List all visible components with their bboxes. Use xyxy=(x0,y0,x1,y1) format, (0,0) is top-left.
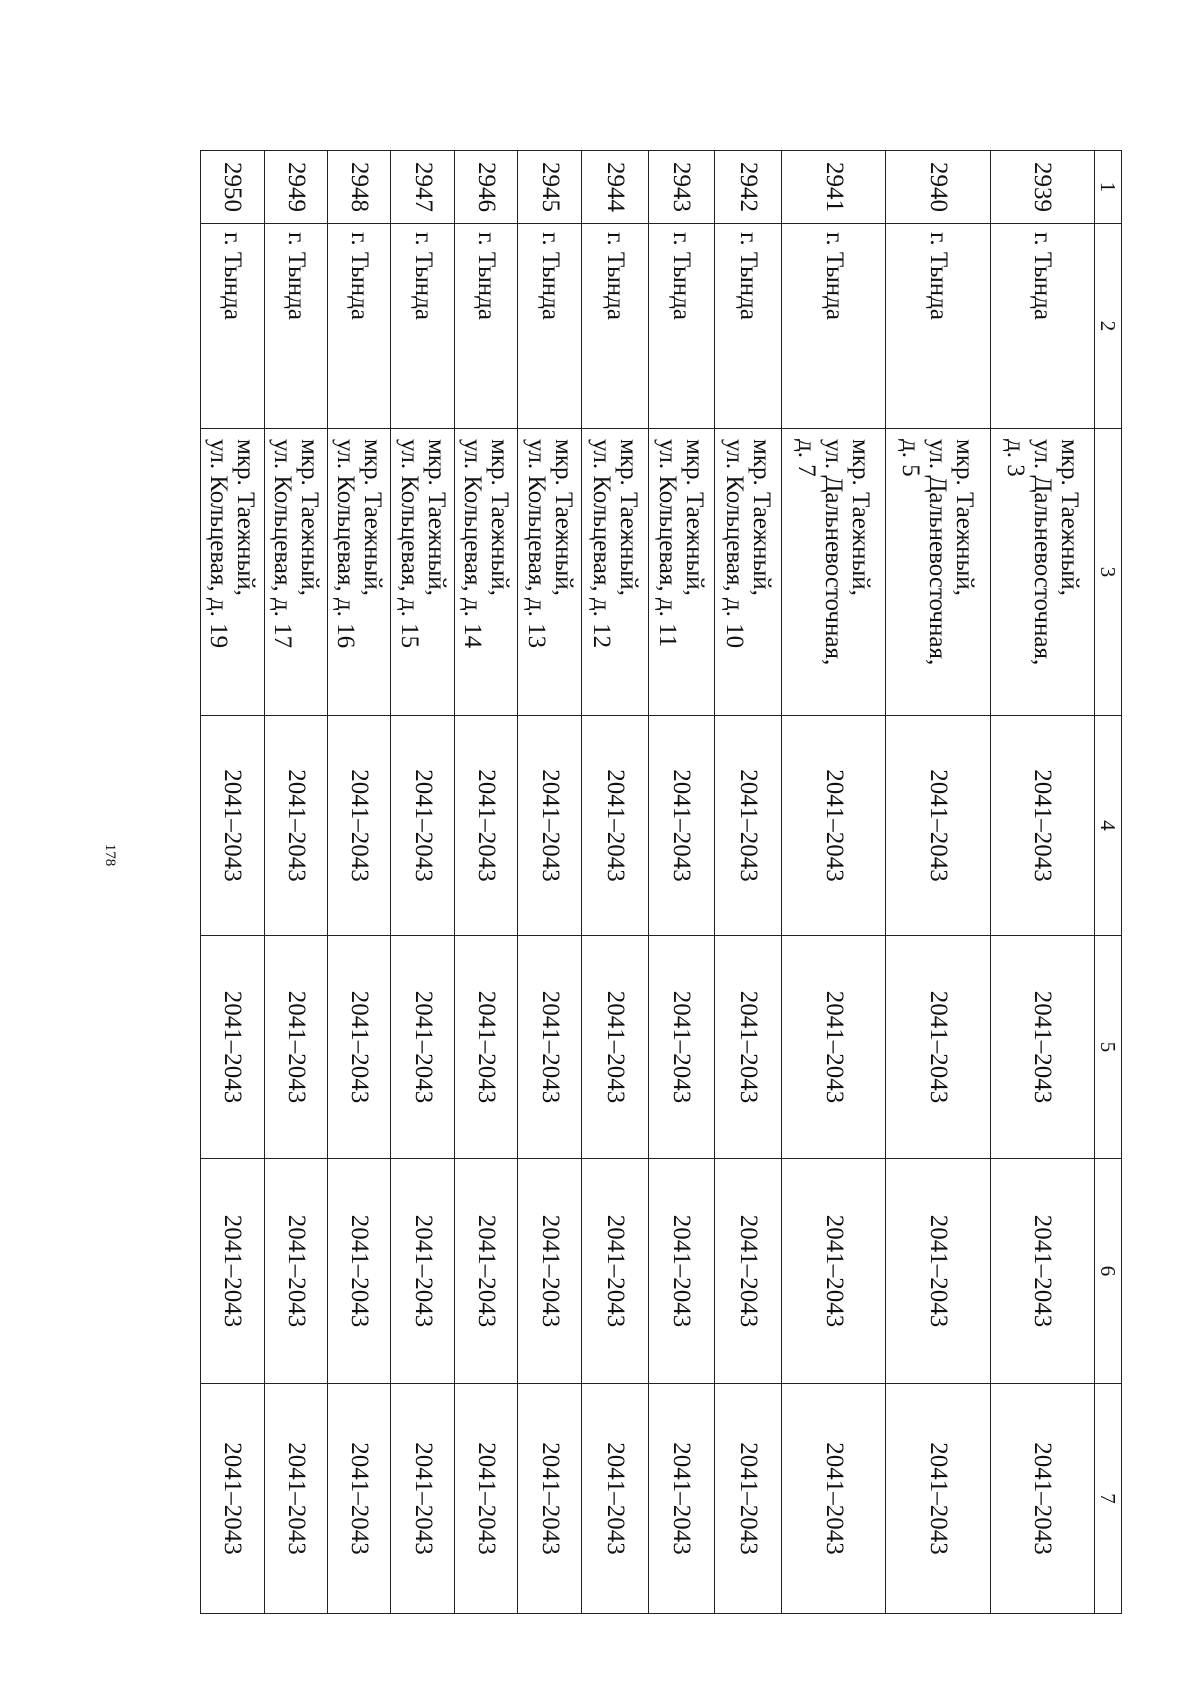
city-cell: г. Тында xyxy=(886,224,990,429)
city-cell: г. Тында xyxy=(781,224,885,429)
row-number-cell: 2943 xyxy=(648,151,715,224)
period-cell-col6: 2041–2043 xyxy=(781,1159,885,1384)
column-header: 3 xyxy=(1095,429,1122,716)
period-cell-col5: 2041–2043 xyxy=(715,936,782,1159)
address-cell xyxy=(648,429,715,716)
table-container xyxy=(200,150,1122,1613)
address-line: мкр. Таежный, xyxy=(748,439,776,596)
address-cell xyxy=(454,429,517,716)
row-number-cell: 2947 xyxy=(391,151,454,224)
table-row xyxy=(581,151,648,1614)
city-cell: г. Тында xyxy=(391,224,454,429)
address-cell xyxy=(781,429,885,716)
period-cell-col4: 2041–2043 xyxy=(581,716,648,936)
table-row xyxy=(201,151,265,1614)
address-line: ул. Кольцевая, д. 10 xyxy=(721,439,749,649)
address-line: мкр. Таежный, xyxy=(359,439,387,596)
period-cell-col6: 2041–2043 xyxy=(328,1159,391,1384)
period-cell-col7: 2041–2043 xyxy=(201,1384,265,1614)
table-row xyxy=(391,151,454,1614)
period-cell-col5: 2041–2043 xyxy=(328,936,391,1159)
row-number-cell: 2949 xyxy=(264,151,327,224)
table-row xyxy=(715,151,782,1614)
address-line: д. 5 xyxy=(897,439,925,477)
address-cell xyxy=(328,429,391,716)
table-row xyxy=(990,151,1094,1614)
address-line: мкр. Таежный, xyxy=(422,439,450,596)
address-line: мкр. Таежный, xyxy=(681,439,709,596)
address-line: ул. Кольцевая, д. 11 xyxy=(654,439,682,648)
table-row xyxy=(264,151,327,1614)
table-row xyxy=(454,151,517,1614)
city-cell: г. Тында xyxy=(715,224,782,429)
period-cell-col6: 2041–2043 xyxy=(715,1159,782,1384)
period-cell-col4: 2041–2043 xyxy=(648,716,715,936)
address-line: ул. Дальневосточная, xyxy=(924,439,952,666)
period-cell-col6: 2041–2043 xyxy=(201,1159,265,1384)
row-number-cell: 2942 xyxy=(715,151,782,224)
address-line: мкр. Таежный, xyxy=(847,439,875,596)
period-cell-col7: 2041–2043 xyxy=(715,1384,782,1614)
period-cell-col7: 2041–2043 xyxy=(781,1384,885,1614)
period-cell-col7: 2041–2043 xyxy=(328,1384,391,1614)
column-header: 1 xyxy=(1095,151,1122,224)
period-cell-col4: 2041–2043 xyxy=(781,716,885,936)
period-cell-col6: 2041–2043 xyxy=(391,1159,454,1384)
period-cell-col5: 2041–2043 xyxy=(201,936,265,1159)
table-body xyxy=(201,151,1095,1614)
period-cell-col7: 2041–2043 xyxy=(648,1384,715,1614)
address-line: мкр. Таежный, xyxy=(295,439,323,596)
address-line: ул. Дальневосточная, xyxy=(820,439,848,666)
column-header: 6 xyxy=(1095,1159,1122,1384)
address-cell xyxy=(990,429,1094,716)
city-cell: г. Тында xyxy=(264,224,327,429)
period-cell-col4: 2041–2043 xyxy=(454,716,517,936)
period-cell-col5: 2041–2043 xyxy=(454,936,517,1159)
period-cell-col4: 2041–2043 xyxy=(328,716,391,936)
address-line: мкр. Таежный, xyxy=(614,439,642,596)
row-number-cell: 2945 xyxy=(518,151,581,224)
period-cell-col7: 2041–2043 xyxy=(990,1384,1094,1614)
address-cell xyxy=(201,429,265,716)
period-cell-col6: 2041–2043 xyxy=(264,1159,327,1384)
table-row xyxy=(328,151,391,1614)
address-line: д. 7 xyxy=(793,439,821,477)
period-cell-col5: 2041–2043 xyxy=(648,936,715,1159)
column-header: 7 xyxy=(1095,1384,1122,1614)
period-cell-col6: 2041–2043 xyxy=(454,1159,517,1384)
address-line: ул. Кольцевая, д. 14 xyxy=(459,439,487,649)
city-cell: г. Тында xyxy=(581,224,648,429)
row-number-cell: 2939 xyxy=(990,151,1094,224)
row-number-cell: 2950 xyxy=(201,151,265,224)
period-cell-col6: 2041–2043 xyxy=(648,1159,715,1384)
table-row xyxy=(518,151,581,1614)
period-cell-col6: 2041–2043 xyxy=(581,1159,648,1384)
address-cell xyxy=(518,429,581,716)
period-cell-col7: 2041–2043 xyxy=(886,1384,990,1614)
address-cell xyxy=(391,429,454,716)
period-cell-col4: 2041–2043 xyxy=(990,716,1094,936)
column-header: 5 xyxy=(1095,936,1122,1159)
address-line: мкр. Таежный, xyxy=(232,439,260,596)
period-cell-col6: 2041–2043 xyxy=(990,1159,1094,1384)
city-cell: г. Тында xyxy=(990,224,1094,429)
period-cell-col4: 2041–2043 xyxy=(518,716,581,936)
address-cell xyxy=(886,429,990,716)
period-cell-col7: 2041–2043 xyxy=(518,1384,581,1614)
column-header: 2 xyxy=(1095,224,1122,429)
period-cell-col4: 2041–2043 xyxy=(886,716,990,936)
column-header: 4 xyxy=(1095,716,1122,936)
period-cell-col5: 2041–2043 xyxy=(581,936,648,1159)
address-cell xyxy=(715,429,782,716)
period-cell-col7: 2041–2043 xyxy=(391,1384,454,1614)
data-table xyxy=(200,150,1122,1614)
table-row xyxy=(886,151,990,1614)
period-cell-col4: 2041–2043 xyxy=(264,716,327,936)
table-row xyxy=(648,151,715,1614)
row-number-cell: 2940 xyxy=(886,151,990,224)
period-cell-col5: 2041–2043 xyxy=(886,936,990,1159)
table-row xyxy=(781,151,885,1614)
address-line: ул. Кольцевая, д. 16 xyxy=(332,439,360,649)
period-cell-col6: 2041–2043 xyxy=(886,1159,990,1384)
city-cell: г. Тында xyxy=(648,224,715,429)
city-cell: г. Тында xyxy=(454,224,517,429)
row-number-cell: 2946 xyxy=(454,151,517,224)
address-line: ул. Кольцевая, д. 17 xyxy=(268,439,296,649)
city-cell: г. Тында xyxy=(201,224,265,429)
address-line: ул. Кольцевая, д. 13 xyxy=(522,439,550,649)
address-line: ул. Кольцевая, д. 12 xyxy=(587,439,615,649)
period-cell-col7: 2041–2043 xyxy=(454,1384,517,1614)
table-header-row xyxy=(1095,151,1122,1614)
city-cell: г. Тында xyxy=(328,224,391,429)
address-line: мкр. Таежный, xyxy=(1055,439,1083,596)
address-line: ул. Кольцевая, д. 19 xyxy=(205,439,233,649)
address-line: мкр. Таежный, xyxy=(486,439,514,596)
page-number: 178 xyxy=(102,843,118,867)
period-cell-col4: 2041–2043 xyxy=(715,716,782,936)
period-cell-col5: 2041–2043 xyxy=(781,936,885,1159)
period-cell-col5: 2041–2043 xyxy=(518,936,581,1159)
period-cell-col5: 2041–2043 xyxy=(391,936,454,1159)
row-number-cell: 2944 xyxy=(581,151,648,224)
address-cell xyxy=(264,429,327,716)
address-line: мкр. Таежный, xyxy=(549,439,577,596)
period-cell-col4: 2041–2043 xyxy=(391,716,454,936)
period-cell-col4: 2041–2043 xyxy=(201,716,265,936)
period-cell-col6: 2041–2043 xyxy=(518,1159,581,1384)
address-line: мкр. Таежный, xyxy=(951,439,979,596)
address-line: ул. Дальневосточная, xyxy=(1028,439,1056,666)
address-cell xyxy=(581,429,648,716)
period-cell-col7: 2041–2043 xyxy=(581,1384,648,1614)
address-line: д. 3 xyxy=(1001,439,1029,477)
row-number-cell: 2941 xyxy=(781,151,885,224)
row-number-cell: 2948 xyxy=(328,151,391,224)
city-cell: г. Тында xyxy=(518,224,581,429)
period-cell-col7: 2041–2043 xyxy=(264,1384,327,1614)
period-cell-col5: 2041–2043 xyxy=(990,936,1094,1159)
address-line: ул. Кольцевая, д. 15 xyxy=(395,439,423,649)
period-cell-col5: 2041–2043 xyxy=(264,936,327,1159)
